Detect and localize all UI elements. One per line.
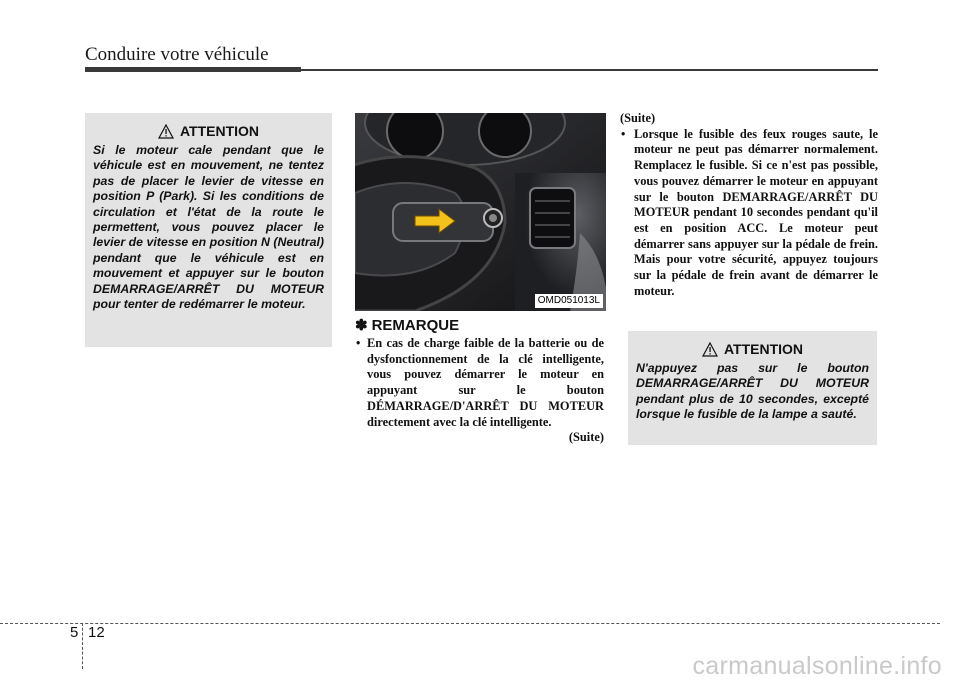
column3-bullet: • Lorsque le fusible des feux rouges saute, le moteur ne peut pas démarrer normalement. Remplacez le fusible. Si ce n'est pas possible, vous pouvez démarrer le moteur en appuyant sur le bouton DEMARRAGE/ARRÊT DU MOTEUR pendant 10 secondes pendant qu'il est en position ACC. Le moteur peut démarrer sans appuyer sur la pédale de frein. Mais pour votre sécurité, appuyez toujours sur la pédale de frein avant de démarrer le moteur.: [620, 127, 878, 300]
column-3: [620, 111, 878, 299]
attention-body: Si le moteur cale pendant que le véhicule est en mouvement, ne tentez pas de placer le levier de vitesse en position P (Park). Si les conditions de circulation et l'état de la route le permettent, vous pouvez placer le levier de vitesse en position N (Neutral) pendant que le véhicule est en mouvement et appuyer sur le bouton DEMARRAGE/ARRÊT DU MOTEUR pour tenter de redémarrer le moteur.: [93, 143, 324, 312]
attention-heading: ATTENTION: [723, 341, 804, 357]
attention-heading-row: [85, 121, 332, 141]
attention-box-2: [628, 331, 877, 445]
page-header-title: Conduire votre véhicule: [85, 44, 269, 65]
footer-chapter-number: 5: [70, 624, 79, 641]
warning-triangle-icon: [158, 124, 174, 139]
note-suite: (Suite): [568, 430, 604, 445]
note-title: REMARQUE: [371, 316, 460, 334]
attention-heading: ATTENTION: [179, 123, 260, 139]
note-bullet: • En cas de charge faible de la batterie ou de dysfonctionnement de la clé intelligente, vous pouvez démarrer le moteur en appuyant sur le bouton DÉMARRAGE/D'ARRÊT DU MOTEUR directement avec la clé intelligente.: [355, 336, 604, 430]
note-title-row: [355, 316, 459, 334]
footer-page-number: 12: [88, 624, 105, 641]
watermark-text: carmanualsonline.info: [692, 652, 942, 680]
footer-dashed-rule: [0, 623, 940, 624]
figure-code-label: OMD051013L: [535, 294, 603, 308]
header-rule-thin: [301, 69, 878, 71]
footer-vertical-dashed-rule: [82, 623, 83, 669]
header-rule-thick: [85, 67, 301, 72]
note-star-icon: ✽: [355, 317, 368, 334]
note-list: [355, 336, 604, 446]
column3-suite: (Suite): [620, 111, 656, 125]
attention-body: N'appuyez pas sur le bouton DEMARRAGE/ARRÊT DU MOTEUR pendant plus de 10 secondes, excepté lorsque le fusible de la lampe a sauté.: [636, 361, 869, 422]
attention-box-1: [85, 113, 332, 347]
attention-heading-row: [628, 339, 877, 359]
warning-triangle-icon: [702, 342, 718, 357]
dashboard-photo: [355, 113, 606, 311]
